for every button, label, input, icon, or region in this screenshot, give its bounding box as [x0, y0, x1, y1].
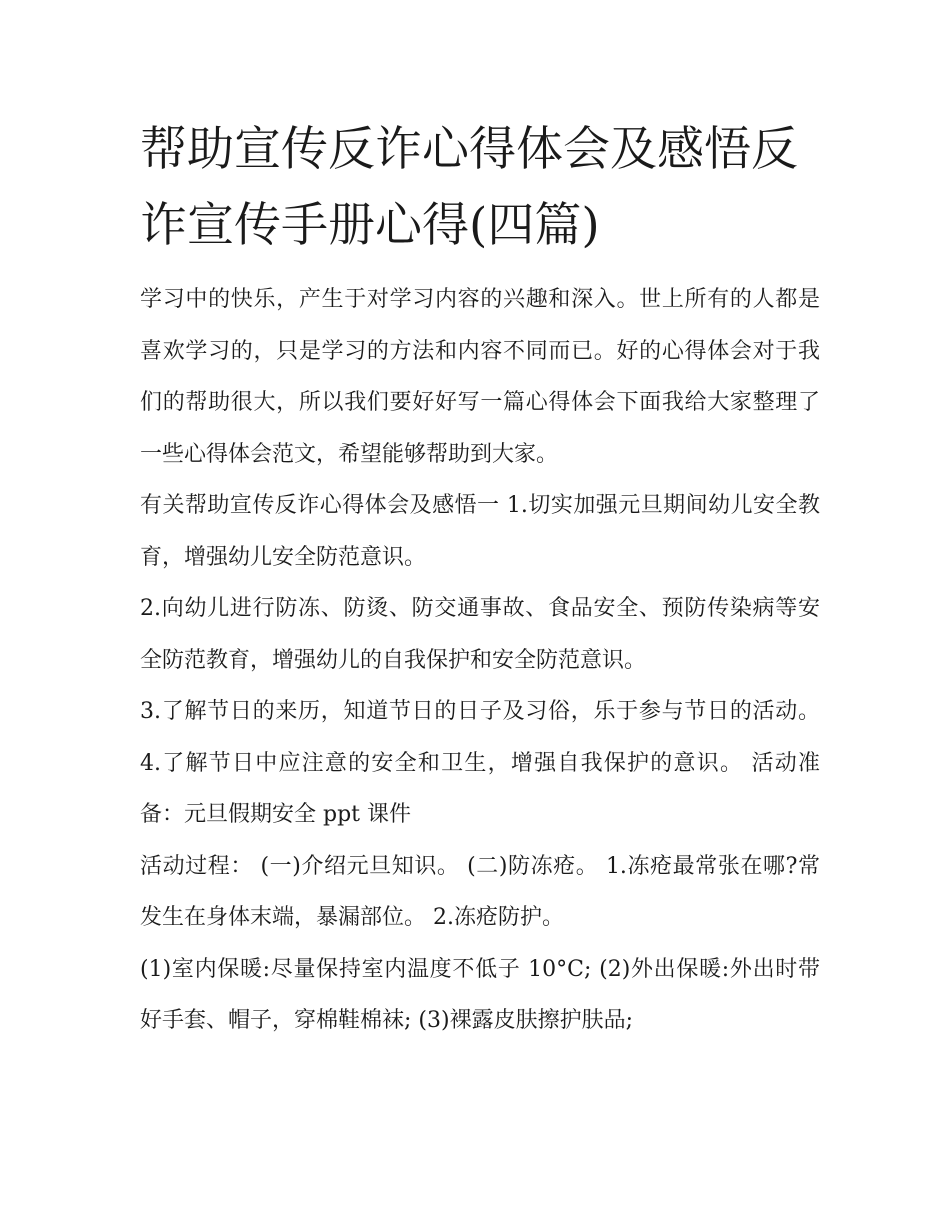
paragraph-4: 活动过程： (一)介绍元旦知识。 (二)防冻疮。 1.冻疮最常张在哪?常发生在身体末端，暴漏部位。 2.冻疮防护。	[140, 853, 820, 930]
paragraph-intro: 学习中的快乐，产生于对学习内容的兴趣和深入。世上所有的人都是喜欢学习的，只是学习的方法和内容不同而已。好的心得体会对于我们的帮助很大，所以我们要好好写一篇心得体会下面我给大家整理了一些心得体会范文，希望能够帮助到大家。	[140, 287, 820, 467]
paragraph-3: 3.了解节日的来历，知道节日的日子及习俗，乐于参与节日的活动。 4.了解节日中应注意的安全和卫生，增强自我保护的意识。 活动准备：元旦假期安全 ppt 课件	[140, 699, 820, 827]
document-page	[140, 112, 820, 1047]
document-title: 帮助宣传反诈心得体会及感悟反诈宣传手册心得(四篇)	[140, 122, 798, 253]
paragraph-2: 2.向幼儿进行防冻、防烫、防交通事故、食品安全、预防传染病等安全防范教育，增强幼儿的自我保护和安全防范意识。	[140, 596, 820, 673]
paragraph-1: 有关帮助宣传反诈心得体会及感悟一 1.切实加强元旦期间幼儿安全教育，增强幼儿安全防范意识。	[140, 493, 820, 570]
paragraph-5: (1)室内保暖:尽量保持室内温度不低子 10°C; (2)外出保暖:外出时带好手套、帽子，穿棉鞋棉袜; (3)裸露皮肤擦护肤品;	[140, 956, 820, 1033]
